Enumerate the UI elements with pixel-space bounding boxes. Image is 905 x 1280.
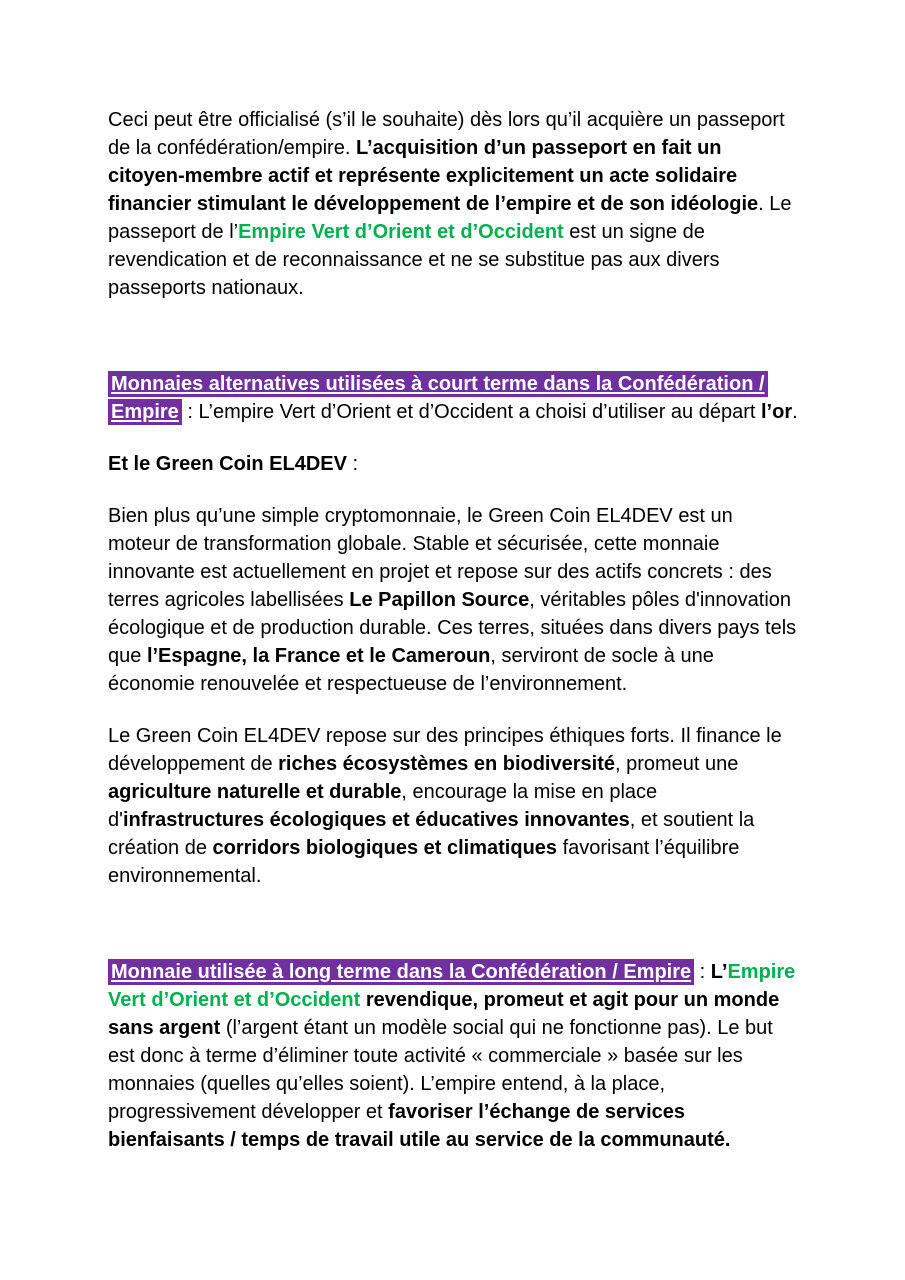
text-run: , encourage la mise en place d' [108, 781, 658, 831]
text-run: Empire Vert d’Orient et d’Occident [108, 961, 796, 1011]
paragraph-green-coin-principes [108, 722, 798, 890]
text-run: Le Green Coin EL4DEV repose sur des principes éthiques forts. Il finance le développement de [108, 725, 782, 775]
text-run: Monnaie utilisée à long terme dans la Confédération / Empire [108, 959, 694, 985]
document-content [108, 106, 798, 1178]
text-run: infrastructures écologiques et éducatives innovantes [122, 809, 630, 831]
text-run: L’ [710, 961, 728, 983]
text-run: : [694, 961, 711, 983]
text-run: agriculture naturelle et durable [108, 781, 402, 803]
text-run: , et soutient la création de [108, 809, 755, 859]
text-run: Monnaies alternatives utilisées à court terme dans la Confédération / Empire [108, 371, 768, 425]
text-run: riches écosystèmes en biodiversité [278, 753, 615, 775]
text-run: revendique, promeut et agit pour un monde sans argent [108, 989, 780, 1039]
text-run: l’or [761, 401, 793, 423]
text-run: Empire Vert d’Orient et d’Occident [238, 221, 564, 243]
text-run: favorisant l’équilibre environnemental. [108, 837, 740, 887]
text-run: Ceci peut être officialisé (s’il le souhaite) dès lors qu’il acquière un passeport de la confédération/empire. [108, 109, 785, 159]
text-run: , véritables pôles d'innovation écologique et de production durable. Ces terres, situées dans divers pays tels que [108, 589, 797, 667]
text-run: Et le Green Coin EL4DEV [108, 453, 347, 475]
subheading-green-coin-el4dev [108, 450, 798, 478]
text-run: , serviront de socle à une économie renouvelée et respectueuse de l’environnement. [108, 645, 714, 695]
text-run: . Le passeport de l’ [108, 193, 792, 243]
text-run: est un signe de revendication et de reconnaissance et ne se substitue pas aux divers passeports nationaux. [108, 221, 720, 299]
text-run: L’acquisition d’un passeport en fait un citoyen-membre actif et représente explicitement un acte solidaire financier stimulant le développement de l’empire et de son idéologie [108, 137, 759, 215]
text-run: : L’empire Vert d’Orient et d’Occident a choisi d’utiliser au départ [181, 401, 761, 423]
text-run: , promeut une [614, 753, 739, 775]
text-run: l’Espagne, la France et le Cameroun [146, 645, 491, 667]
text-run: favoriser l’échange de services bienfaisants / temps de travail utile au service de la communauté. [108, 1101, 731, 1151]
paragraph-green-coin-description [108, 502, 798, 698]
paragraph-passeport [108, 106, 798, 302]
text-run: corridors biologiques et climatiques [212, 837, 558, 859]
heading-monnaie-long-terme [108, 958, 798, 1154]
text-run: Bien plus qu’une simple cryptomonnaie, le Green Coin EL4DEV est un moteur de transformation globale. Stable et sécurisée, cette monnaie innovante est actuellement en projet et repose sur des actifs concrets : des terres agricoles labellisées [108, 505, 772, 611]
text-run: Le Papillon Source [349, 589, 530, 611]
text-run: (l’argent étant un modèle social qui ne fonctionne pas). Le but est donc à terme d’éliminer toute activité « commerciale » basée sur les monnaies (quelles qu’elles soient). L’empire entend, à la place, progressivement développer et [108, 1017, 773, 1123]
text-run: . [792, 401, 798, 423]
text-run: : [346, 453, 359, 475]
heading-monnaies-alternatives-court-terme [108, 370, 798, 426]
